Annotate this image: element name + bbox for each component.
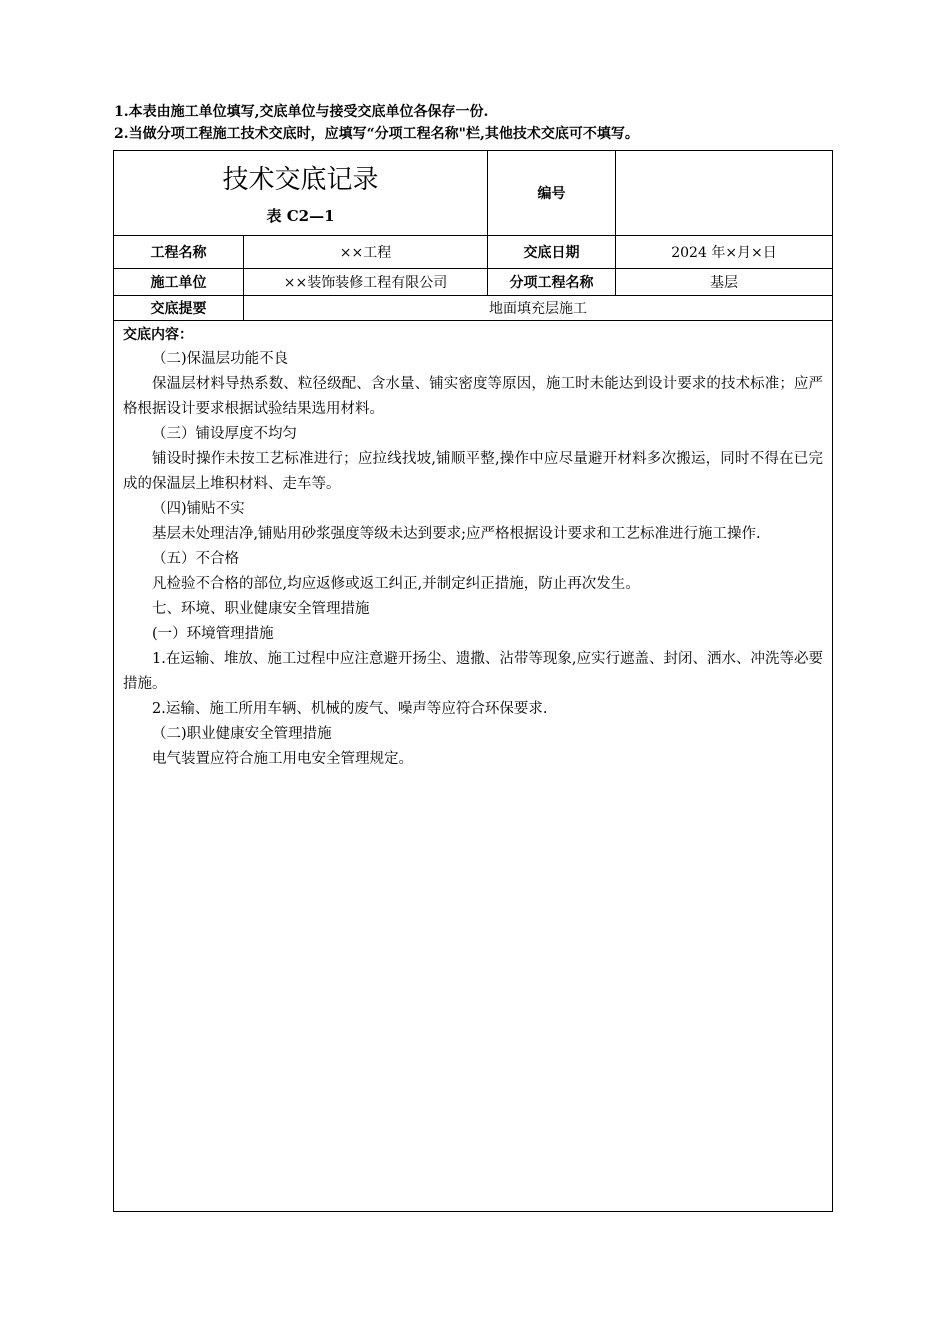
content-paragraph: （二)保温层功能不良: [152, 351, 289, 367]
number-value: [616, 151, 833, 236]
content-paragraph: 基层未处理洁净,铺贴用砂浆强度等级未达到要求;应严格根据设计要求和工艺标准进行施工操作.: [152, 526, 761, 542]
content-paragraph: (一）环境管理措施: [152, 626, 274, 642]
content-paragraph: 保温层材料导热系数、粒径级配、含水量、铺实密度等原因，施工时未能达到设计要求的技术标准；应严格根据设计要求根据试验结果选用材料。: [123, 376, 824, 417]
subitem-label: 分项工程名称: [488, 269, 616, 296]
form-notes: [114, 101, 874, 145]
technical-briefing-form: [113, 150, 833, 1212]
content-paragraph: （五）不合格: [152, 551, 239, 567]
summary-label: 交底提要: [114, 296, 244, 321]
content-paragraph: 1.在运输、堆放、施工过程中应注意避开扬尘、遗撒、沾带等现象,应实行遮盖、封闭、洒水、冲洗等必要措施。: [123, 651, 824, 692]
summary-value: 地面填充层施工: [244, 296, 833, 321]
content-paragraph: 2.运输、施工所用车辆、机械的废气、噪声等应符合环保要求.: [152, 701, 548, 717]
note-1: 1.本表由施工单位填写,交底单位与接受交底单位各保存一份.: [114, 104, 489, 120]
content-paragraph: （三）铺设厚度不均匀: [152, 426, 297, 442]
content-body: [114, 347, 832, 772]
content-cell: [114, 321, 833, 1212]
date-value: 2024 年×月×日: [616, 236, 833, 269]
content-paragraph: 电气装置应符合施工用电安全管理规定。: [152, 751, 413, 767]
content-label: 交底内容：: [123, 327, 193, 343]
project-name-value: ××工程: [244, 236, 488, 269]
date-label: 交底日期: [488, 236, 616, 269]
content-paragraph: 铺设时操作未按工艺标准进行；应拉线找坡,铺顺平整,操作中应尽量避开材料多次搬运，同时不得在已完成的保温层上堆积材料、走车等。: [123, 451, 824, 492]
number-label: 编号: [488, 151, 616, 236]
form-title: 技术交底记录: [222, 165, 379, 195]
content-paragraph: 七、环境、职业健康安全管理措施: [152, 601, 370, 617]
content-paragraph: （二)职业健康安全管理措施: [152, 726, 332, 742]
form-title-cell: [114, 151, 488, 236]
note-2: 2.当做分项工程施工技术交底时，应填写“分项工程名称"栏,其他技术交底可不填写。: [114, 126, 639, 142]
content-paragraph: 凡检验不合格的部位,均应返修或返工纠正,并制定纠正措施，防止再次发生。: [152, 576, 640, 592]
contractor-label: 施工单位: [114, 269, 244, 296]
content-paragraph: （四)铺贴不实: [152, 501, 245, 517]
contractor-value: ××装饰装修工程有限公司: [244, 269, 488, 296]
form-subtitle: 表 C2—1: [266, 207, 335, 225]
subitem-value: 基层: [616, 269, 833, 296]
project-name-label: 工程名称: [114, 236, 244, 269]
